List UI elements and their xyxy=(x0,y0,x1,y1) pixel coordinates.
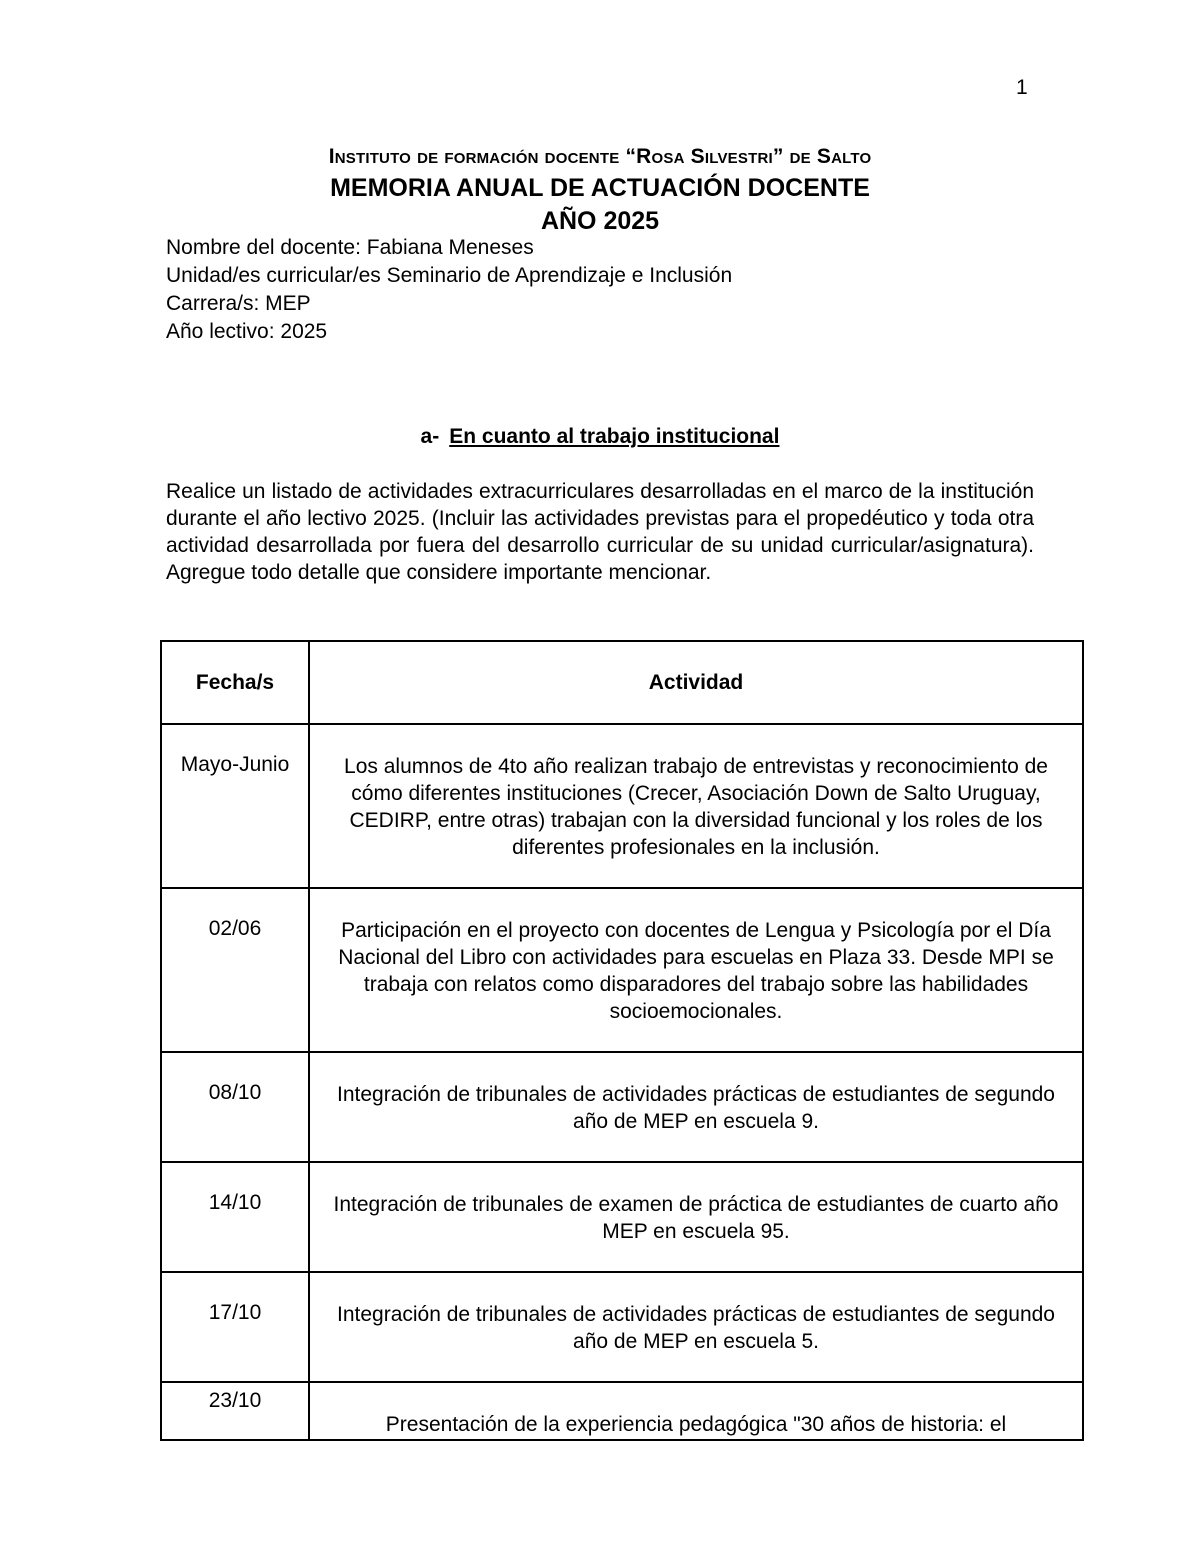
activity-rest: experiencia pedagógica "30 años de historia: el xyxy=(559,1413,1007,1436)
row-activity xyxy=(309,1382,1083,1440)
row-date: 14/10 xyxy=(161,1162,309,1272)
table-row xyxy=(161,1382,1083,1440)
curricular-units: Unidad/es curricular/es Seminario de Aprendizaje e Inclusión xyxy=(166,264,733,287)
table-row xyxy=(161,724,1083,888)
institute-name: Instituto de formación docente “Rosa Silvestri” de Salto xyxy=(328,145,872,168)
row-date: Mayo-Junio xyxy=(161,724,309,888)
document-header xyxy=(0,142,1200,238)
row-date: 02/06 xyxy=(161,888,309,1052)
section-heading xyxy=(0,422,1200,452)
document-year: AÑO 2025 xyxy=(540,207,660,235)
row-date: 08/10 xyxy=(161,1052,309,1162)
school-year: Año lectivo: 2025 xyxy=(166,320,328,343)
section-title: En cuanto al trabajo institucional xyxy=(449,425,780,448)
document-title: MEMORIA ANUAL DE ACTUACIÓN DOCENTE xyxy=(330,174,870,202)
teacher-name: Nombre del docente: Fabiana Meneses xyxy=(166,236,534,259)
section-letter: a- xyxy=(420,425,440,448)
section-instructions: Realice un listado de actividades extracurriculares desarrolladas en el marco de la institución durante el año lectivo 2025. (Incluir las actividades previstas para el propedéutico y toda otra actividad desarrollada por fuera del desarrollo curricular de su unidad curricular/asignatura). Agregue todo detalle que considere importante mencionar. xyxy=(166,480,1034,584)
teacher-info xyxy=(166,234,732,346)
row-date: 23/10 xyxy=(161,1382,309,1440)
date-column-header: Fecha/s xyxy=(161,641,309,724)
row-activity: Integración de tribunales de examen de práctica de estudiantes de cuarto año MEP en escuela 95. xyxy=(309,1162,1083,1272)
table-row xyxy=(161,1052,1083,1162)
table-row xyxy=(161,1162,1083,1272)
activity-column-header: Actividad xyxy=(309,641,1083,724)
table-row xyxy=(161,1272,1083,1382)
page-number: 1 xyxy=(1016,76,1028,99)
table-row xyxy=(161,888,1083,1052)
career: Carrera/s: MEP xyxy=(166,292,311,315)
row-activity: Integración de tribunales de actividades prácticas de estudiantes de segundo año de MEP en escuela 5. xyxy=(309,1272,1083,1382)
activity-prefix: Presentación de la xyxy=(385,1413,560,1436)
row-activity: Participación en el proyecto con docentes de Lengua y Psicología por el Día Nacional del Libro con actividades para escuelas en Plaza 33. Desde MPI se trabaja con relatos como disparadores del trabajo sobre las habilidades socioemocionales. xyxy=(309,888,1083,1052)
row-activity: Los alumnos de 4to año realizan trabajo de entrevistas y reconocimiento de cómo diferentes instituciones (Crecer, Asociación Down de Salto Uruguay, CEDIRP, entre otras) trabajan con la diversidad funcional y los roles de los diferentes profesionales en la inclusión. xyxy=(309,724,1083,888)
row-date: 17/10 xyxy=(161,1272,309,1382)
table-header-row xyxy=(161,641,1083,724)
activities-table xyxy=(160,640,1084,1441)
row-activity: Integración de tribunales de actividades prácticas de estudiantes de segundo año de MEP en escuela 9. xyxy=(309,1052,1083,1162)
